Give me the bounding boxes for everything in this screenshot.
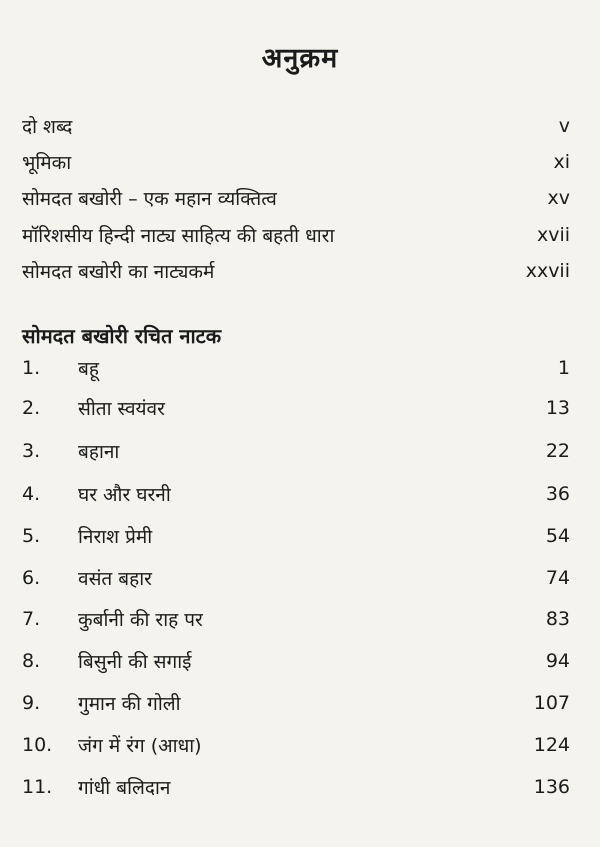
play-item [22, 730, 570, 760]
play-title: बहू [78, 358, 99, 380]
play-number: 10. [22, 734, 53, 756]
entry-label: भूमिका [22, 152, 72, 174]
play-title: बिसुनी की सगाई [78, 651, 192, 673]
front-matter-item [22, 183, 570, 213]
play-page: 74 [545, 567, 570, 589]
play-number: 2. [22, 397, 41, 419]
play-page: 136 [533, 776, 570, 798]
entry-page: xvii [536, 224, 570, 246]
entry-label: सोमदत बखोरी – एक महान व्यक्तित्व [22, 188, 277, 210]
play-title: निराश प्रेमी [78, 526, 153, 548]
section-heading: सोमदत बखोरी रचित नाटक [22, 324, 222, 348]
play-page: 22 [545, 440, 570, 462]
play-number: 5. [22, 525, 41, 547]
play-number: 8. [22, 650, 41, 672]
play-title: सीता स्वयंवर [78, 398, 165, 420]
play-page: 1 [557, 357, 570, 379]
play-item [22, 521, 570, 551]
play-page: 94 [545, 650, 570, 672]
play-title: जंग में रंग (आधा) [78, 735, 202, 757]
play-number: 11. [22, 776, 53, 798]
play-number: 9. [22, 692, 41, 714]
play-number: 3. [22, 440, 41, 462]
entry-label: सोमदत बखोरी का नाट्यकर्म [22, 261, 215, 283]
entry-label: मॉरिशसीय हिन्दी नाट्य साहित्य की बहती धारा [22, 225, 335, 247]
play-item [22, 646, 570, 676]
play-page: 83 [545, 608, 570, 630]
front-matter-item [22, 256, 570, 286]
entry-page: v [558, 115, 570, 137]
play-title: कुर्बानी की राह पर [78, 609, 203, 631]
play-title: गांधी बलिदान [78, 777, 171, 799]
play-number: 7. [22, 608, 41, 630]
entry-page: xv [547, 187, 570, 209]
play-number: 1. [22, 357, 41, 379]
play-page: 54 [545, 525, 570, 547]
play-page: 124 [533, 734, 570, 756]
page-title: अनुक्रम [261, 43, 339, 74]
play-title: गुमान की गोली [78, 693, 181, 715]
play-item [22, 353, 570, 383]
play-number: 4. [22, 483, 41, 505]
play-page: 13 [545, 397, 570, 419]
entry-page: xxvii [525, 260, 570, 282]
play-title: घर और घरनी [78, 484, 171, 506]
entry-page: xi [553, 151, 570, 173]
front-matter-item [22, 111, 570, 141]
play-item [22, 393, 570, 423]
play-item [22, 563, 570, 593]
play-title: बहाना [78, 441, 120, 463]
play-number: 6. [22, 567, 41, 589]
play-title: वसंत बहार [78, 568, 152, 590]
play-item [22, 772, 570, 802]
play-item [22, 436, 570, 466]
entry-label: दो शब्द [22, 116, 73, 138]
play-item [22, 479, 570, 509]
play-page: 36 [545, 483, 570, 505]
play-item [22, 688, 570, 718]
play-item [22, 604, 570, 634]
front-matter-item [22, 220, 570, 250]
play-page: 107 [533, 692, 570, 714]
front-matter-item [22, 147, 570, 177]
